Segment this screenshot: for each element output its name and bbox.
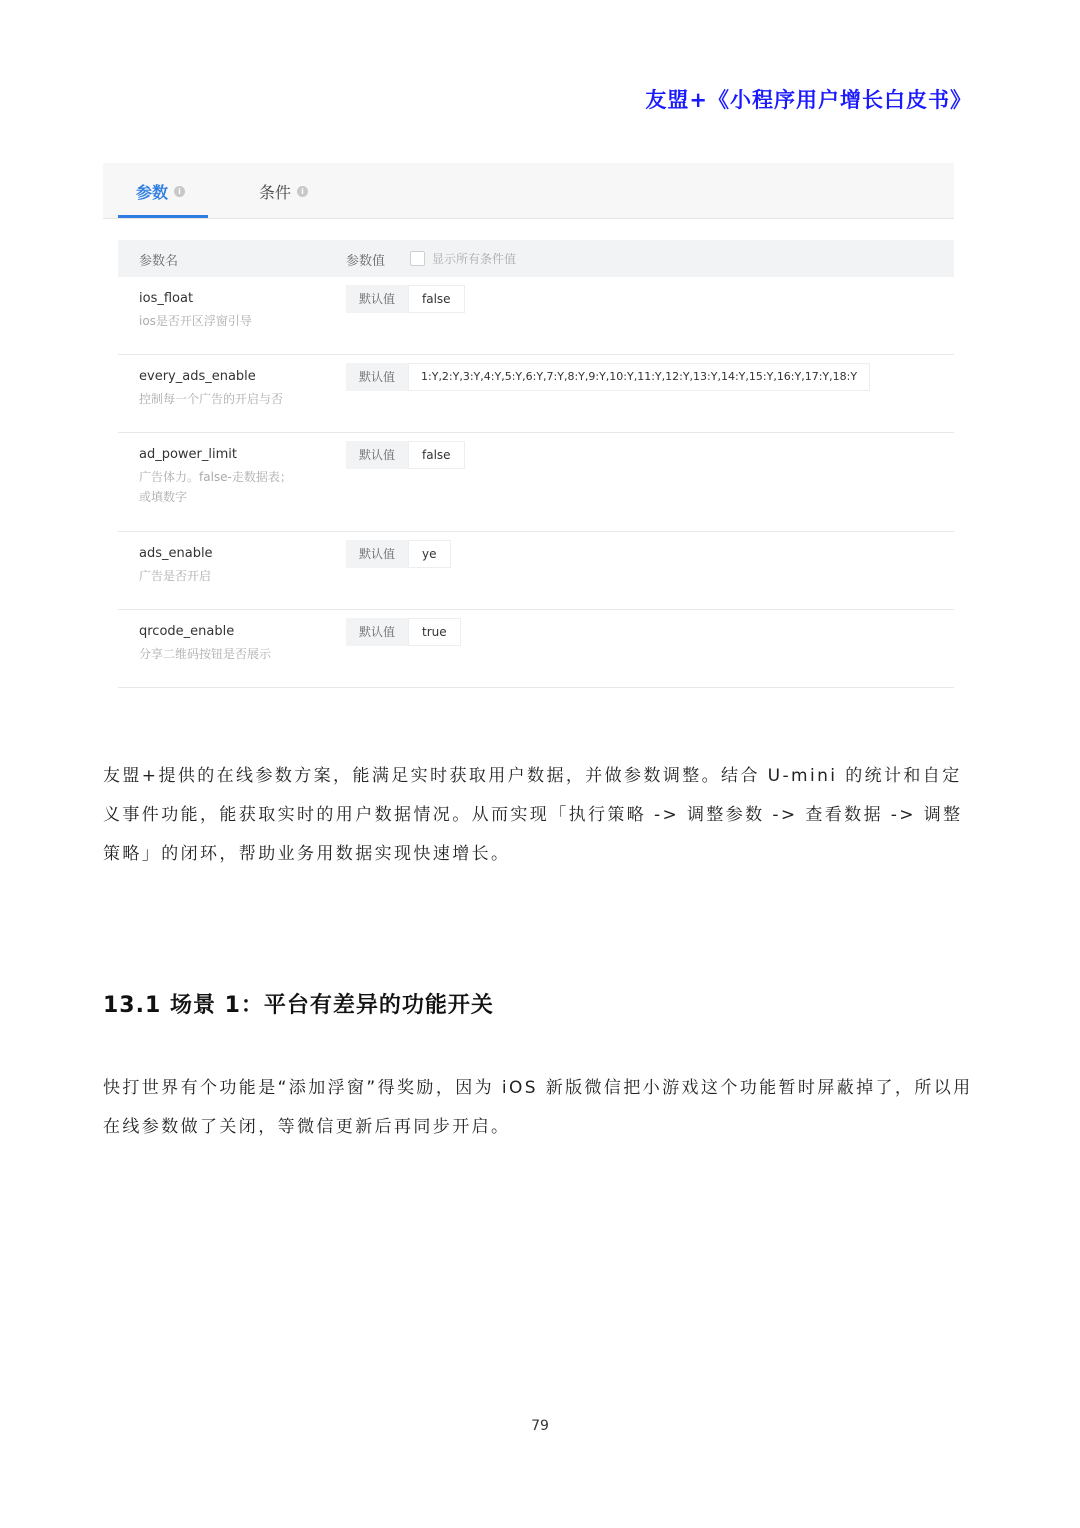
- param-desc: 控制每一个广告的开启与否: [139, 392, 284, 406]
- table-row: [118, 355, 954, 433]
- active-tab-indicator: [118, 215, 208, 218]
- param-name: ad_power_limit: [139, 447, 237, 462]
- table-row: [118, 277, 954, 355]
- header-title: 友盟+《小程序用户增长白皮书》: [645, 88, 972, 112]
- param-value: [346, 618, 461, 646]
- default-value-field[interactable]: false: [408, 285, 465, 313]
- tab-conditions[interactable]: [259, 180, 308, 203]
- body-paragraph: 快打世界有个功能是“添加浮窗”得奖励，因为 iOS 新版微信把小游戏这个功能暂时屏蔽掉了，所以用在线参数做了关闭，等微信更新后再同步开启。: [103, 1078, 973, 1137]
- default-value-label: 默认值: [346, 441, 408, 469]
- show-all-conditions-label: 显示所有条件值: [432, 252, 517, 266]
- param-value: [346, 363, 870, 391]
- tab-bar: [103, 163, 954, 219]
- tab-params-label: 参数: [136, 183, 169, 202]
- column-header-value: 参数值: [346, 254, 386, 269]
- param-name: ios_float: [139, 291, 194, 306]
- table-row: [118, 610, 954, 688]
- tab-params[interactable]: [136, 180, 185, 203]
- default-value-label: 默认值: [346, 285, 408, 313]
- info-icon: i: [297, 186, 308, 197]
- body-paragraph: 友盟+提供的在线参数方案，能满足实时获取用户数据，并做参数调整。结合 U-mini 的统计和自定义事件功能，能获取实时的用户数据情况。从而实现「执行策略 -> 调整参数 -> 查看数据 -> 调整策略」的闭环，帮助业务用数据实现快速增长。: [103, 766, 963, 864]
- param-name: every_ads_enable: [139, 369, 256, 384]
- param-desc: 广告是否开启: [139, 569, 212, 583]
- param-value: [346, 285, 465, 313]
- param-value: [346, 540, 451, 568]
- column-header-name: 参数名: [139, 254, 179, 269]
- tab-conditions-label: 条件: [259, 183, 292, 202]
- parameter-panel: [103, 163, 954, 693]
- default-value-label: 默认值: [346, 540, 408, 568]
- default-value-field[interactable]: ye: [408, 540, 450, 568]
- default-value-field[interactable]: false: [408, 441, 465, 469]
- default-value-label: 默认值: [346, 363, 408, 391]
- info-icon: i: [174, 186, 185, 197]
- show-all-conditions-checkbox[interactable]: [410, 251, 425, 266]
- table-row: [118, 532, 954, 610]
- param-value: [346, 441, 465, 469]
- section-title: 13.1 场景 1：平台有差异的功能开关: [103, 993, 494, 1018]
- table-header: [118, 240, 954, 277]
- table-row: [118, 433, 954, 532]
- param-desc: ios是否开区浮窗引导: [139, 314, 252, 328]
- default-value-field[interactable]: 1:Y,2:Y,3:Y,4:Y,5:Y,6:Y,7:Y,8:Y,9:Y,10:Y,11:Y,12:Y,13:Y,14:Y,15:Y,16:Y,17:Y,18:Y: [408, 363, 870, 391]
- param-name: ads_enable: [139, 546, 213, 561]
- param-desc: 分享二维码按钮是否展示: [139, 647, 272, 661]
- param-desc: 广告体力。false-走数据表；或填数字: [139, 470, 292, 504]
- page-number: 79: [531, 1418, 549, 1434]
- default-value-field[interactable]: true: [408, 618, 461, 646]
- param-name: qrcode_enable: [139, 624, 235, 639]
- default-value-label: 默认值: [346, 618, 408, 646]
